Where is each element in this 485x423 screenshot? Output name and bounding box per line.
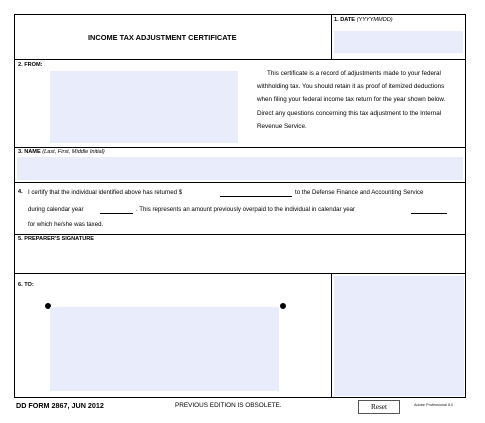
cert-line-1b: to the Defense Finance and Accounting Service xyxy=(295,189,424,196)
form-title: INCOME TAX ADJUSTMENT CERTIFICATE xyxy=(88,33,237,42)
form-id: DD FORM 2867, JUN 2012 xyxy=(16,401,104,410)
amount-field[interactable] xyxy=(220,196,292,197)
calendar-year-field[interactable] xyxy=(100,213,133,214)
name-label: 3. NAME (Last, First, Middle Initial) xyxy=(18,149,105,155)
from-label: 2. FROM: xyxy=(18,62,43,68)
name-field[interactable] xyxy=(17,157,463,180)
cert-line-3: for which he/she was taxed. xyxy=(28,221,104,228)
adobe-note: Adobe Professional 8.0 xyxy=(414,403,454,407)
cert-line-2b: . This represents an amount previously overpaid to the individual in calendar year xyxy=(136,206,356,213)
divider-from xyxy=(14,147,466,148)
window-mark-right xyxy=(280,303,286,309)
cert-line-2a: during calendar year xyxy=(28,206,84,213)
cert-number: 4. xyxy=(18,189,23,195)
date-label: 1. DATE (YYYYMMDD) xyxy=(334,17,393,23)
divider-preparer xyxy=(14,273,466,274)
preparer-label: 5. PREPARER'S SIGNATURE xyxy=(18,236,95,242)
preparer-signature-area[interactable] xyxy=(18,245,462,271)
reset-button[interactable]: Reset xyxy=(358,400,400,414)
divider-to-right xyxy=(331,273,332,398)
overpaid-year-field[interactable] xyxy=(411,213,447,214)
certificate-description: This certificate is a record of adjustments made to your federal withholding tax. You should retain it as proof of itemized deductions when filing your federal income tax return for the year shown below. Direct any questions concerning this tax adjustment to the Internal Revenue Service. xyxy=(257,70,446,130)
divider-header xyxy=(14,59,466,60)
to-label: 6. TO: xyxy=(18,282,34,288)
divider-title-date xyxy=(331,14,332,59)
divider-name xyxy=(14,182,466,183)
from-field[interactable] xyxy=(50,71,238,143)
cert-line-1a: I certify that the individual identified above has returned $ xyxy=(28,189,183,196)
divider-cert xyxy=(14,234,466,235)
right-blank-field[interactable] xyxy=(334,276,464,396)
to-field[interactable] xyxy=(50,307,279,391)
date-field[interactable] xyxy=(334,31,463,53)
obsolete-note: PREVIOUS EDITION IS OBSOLETE. xyxy=(175,402,282,409)
